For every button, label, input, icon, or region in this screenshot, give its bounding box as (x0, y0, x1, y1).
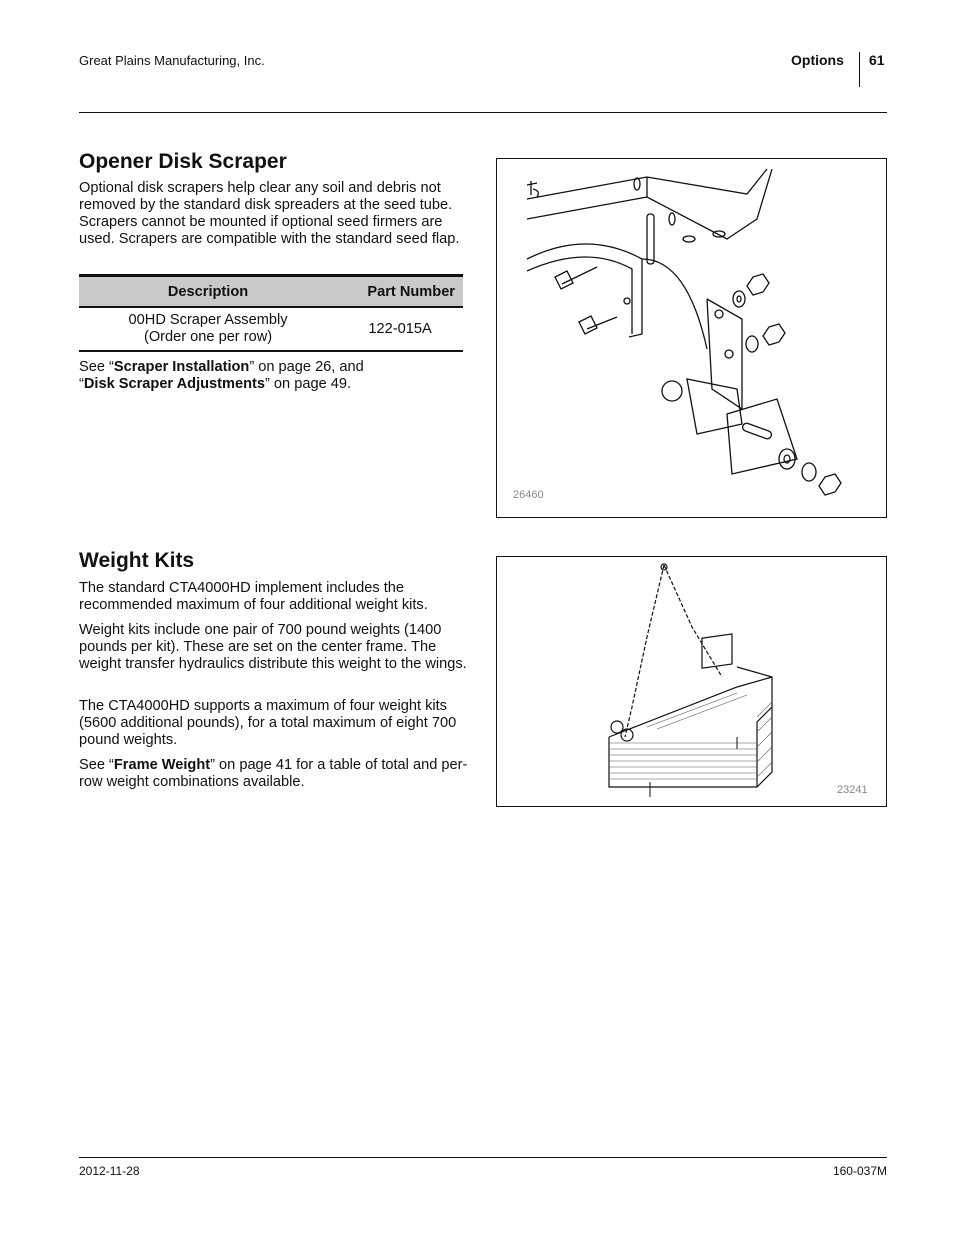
weights-paragraph-2: Weight kits include one pair of 700 pound weights (1400 pounds per kit). These are set on the center frame. The weight transfer hydraulics distribute this weight to the wings. (79, 622, 467, 672)
scraper-figure (496, 158, 887, 518)
link-scraper-installation[interactable]: Scraper Installation (113, 359, 250, 375)
footer-date: 2012-11-28 (79, 1164, 140, 1178)
footer-rule (79, 1157, 887, 1158)
col-header-part-number: Part Number (337, 276, 463, 308)
see-also-mid: ” on page 26, and (249, 359, 364, 375)
table-row (79, 307, 463, 351)
weight-figure-number: 23241 (837, 784, 868, 796)
see-also-open: “ (79, 376, 84, 392)
part-number-cell: 122-015A (337, 307, 463, 351)
see-also-prefix: See “ (79, 359, 114, 375)
frame-weight-prefix: See “ (79, 757, 114, 773)
header-rule (79, 112, 887, 113)
weight-figure (496, 556, 887, 807)
description-line2: (Order one per row) (143, 329, 273, 345)
see-also-suffix: ” on page 49. (265, 376, 352, 392)
section-title: Options (791, 52, 844, 68)
weights-paragraph-1: The standard CTA4000HD implement includes the recommended maximum of four additional weight kits. (79, 580, 428, 613)
footer-doc-number: 160-037M (832, 1164, 887, 1178)
link-disk-scraper-adjustments[interactable]: Disk Scraper Adjustments (83, 376, 266, 392)
company-name: Great Plains Manufacturing, Inc. (79, 53, 265, 68)
col-header-description: Description (79, 276, 337, 308)
header-divider (859, 52, 860, 87)
frame-weight-suffix: ” on page 41 for a table of total and per-row weight combinations available. (79, 757, 468, 790)
scraper-illustration (497, 159, 886, 517)
weight-illustration (497, 557, 886, 806)
weights-heading: Weight Kits (79, 549, 195, 572)
weights-paragraph-3: The CTA4000HD supports a maximum of four weight kits (5600 additional pounds), for a total maximum of eight 700 pound weights. (79, 698, 457, 748)
description-line1: 00HD Scraper Assembly (128, 312, 288, 328)
parts-table (79, 274, 463, 352)
link-frame-weight[interactable]: Frame Weight (113, 757, 211, 773)
weights-paragraph-4 (79, 757, 471, 791)
description-cell (79, 307, 337, 351)
scraper-see-also (79, 359, 471, 393)
scraper-figure-number: 26460 (513, 489, 544, 501)
scraper-heading: Opener Disk Scraper (79, 150, 287, 173)
scraper-paragraph: Optional disk scrapers help clear any soil and debris not removed by the standard disk spreaders at the seed tube. Scrapers cannot be mounted if optional seed firmers are used. Scrapers are compatible with the standard seed flap. (79, 180, 460, 247)
page-number: 61 (869, 52, 885, 68)
